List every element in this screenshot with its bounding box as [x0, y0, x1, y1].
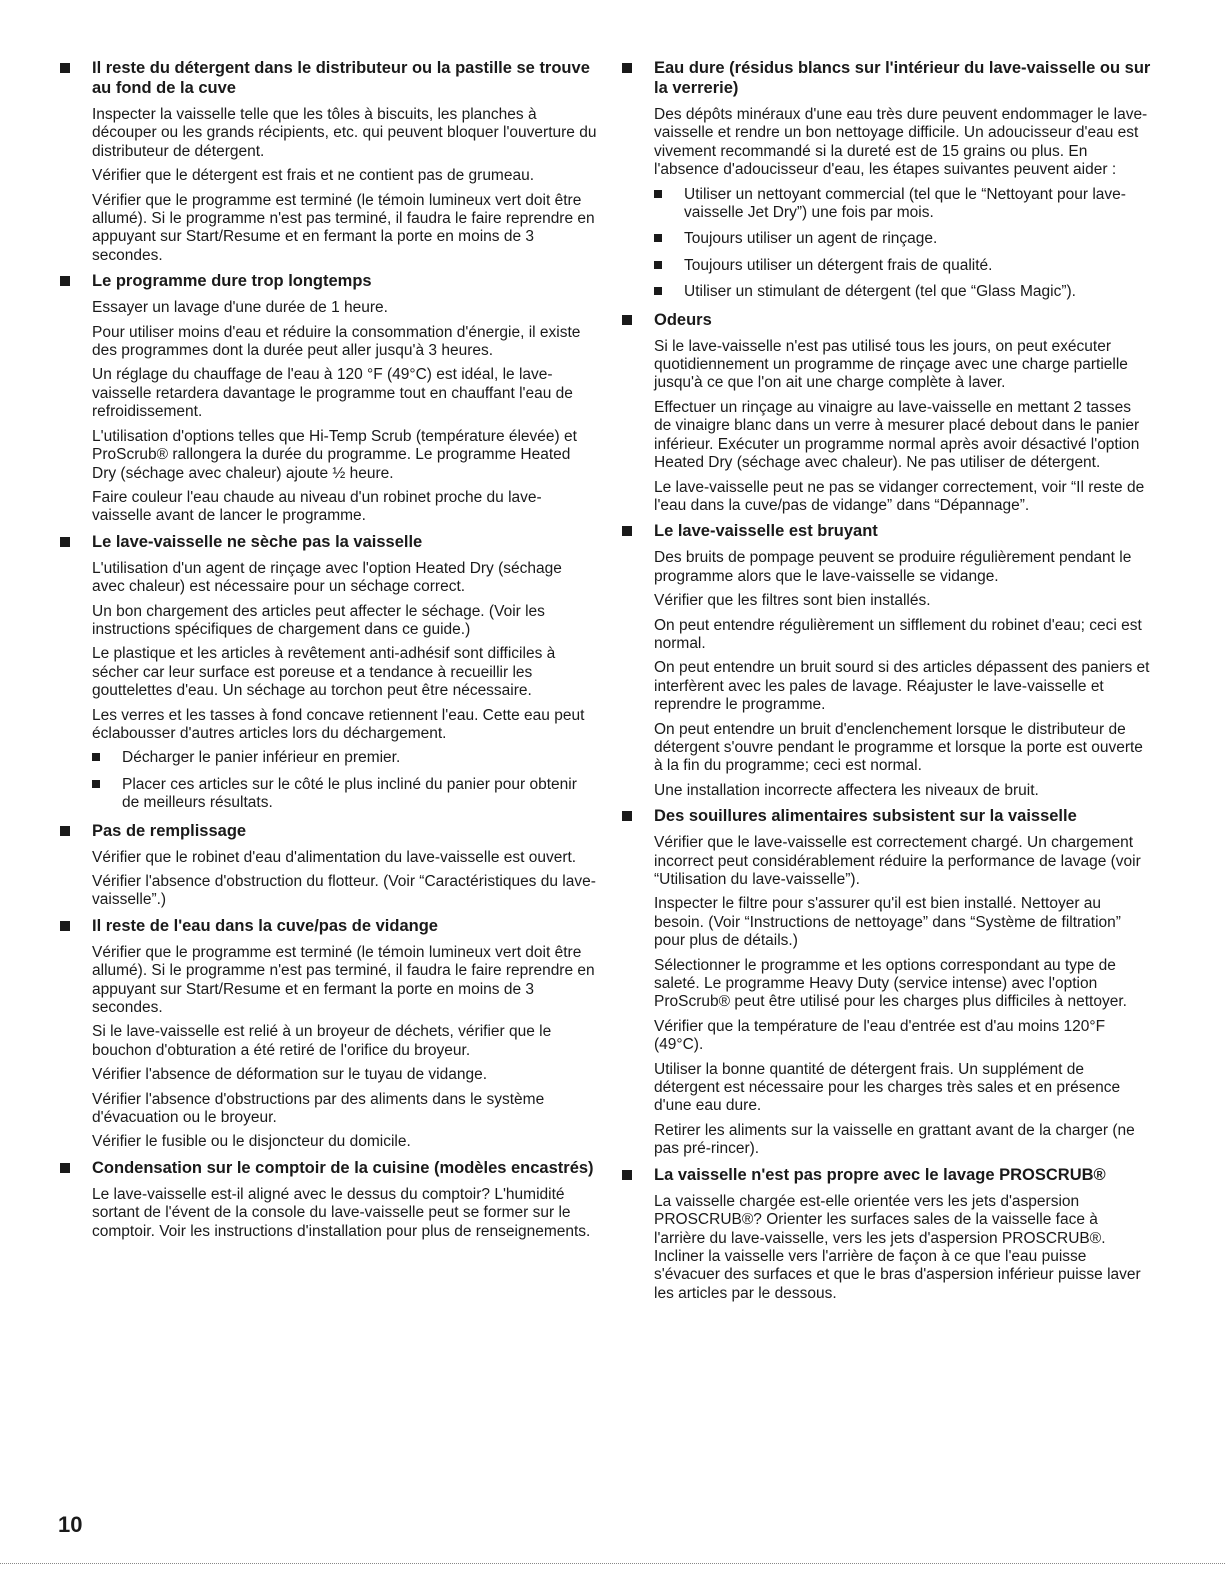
sub-bullet-list [92, 749, 598, 812]
section-heading: Condensation sur le comptoir de la cuisine (modèles encastrés) [92, 1158, 594, 1177]
sub-bullet-list [654, 186, 1152, 302]
section-paragraph: Vérifier que la température de l'eau d'entrée est d'au moins 120°F (49°C). [654, 1017, 1106, 1054]
square-bullet-icon [654, 261, 662, 269]
troubleshooting-section [620, 521, 1152, 800]
section-paragraph: Un réglage du chauffage de l'eau à 120 °F (49°C) est idéal, le lave-vaisselle retardera davantage le programme tout en chauffant l'eau de refroidissement. [92, 366, 573, 421]
section-paragraph: Retirer les aliments sur la vaisselle en grattant avant de la charger (ne pas pré-rincer). [654, 1121, 1135, 1158]
sub-bullet-item [654, 230, 1152, 248]
section-paragraph: Essayer un lavage d'une durée de 1 heure. [92, 299, 388, 317]
square-bullet-icon [654, 287, 662, 295]
section-paragraph: Vérifier l'absence d'obstruction du flotteur. (Voir “Caractéristiques du lave-vaisselle”.) [92, 873, 596, 909]
section-heading: Le lave-vaisselle est bruyant [654, 522, 878, 541]
troubleshooting-section [58, 532, 598, 813]
section-paragraph: Vérifier le fusible ou le disjoncteur du domicile. [92, 1133, 411, 1151]
page-number: 10 [58, 1512, 83, 1537]
sub-bullet-item [654, 186, 1152, 223]
square-bullet-icon [622, 315, 632, 325]
section-heading: Le lave-vaisselle ne sèche pas la vaisselle [92, 532, 423, 551]
section-paragraph: Utiliser la bonne quantité de détergent frais. Un supplément de détergent est nécessaire pour les charges très sales et en présence d'une eau dure. [654, 1060, 1121, 1115]
section-paragraph: Vérifier l'absence d'obstructions par des aliments dans le système d'évacuation ou le broyeur. [92, 1090, 545, 1127]
section-heading: La vaisselle n'est pas propre avec le lavage PROSCRUB® [654, 1165, 1106, 1184]
square-bullet-icon [92, 753, 100, 761]
section-paragraph: Pour utiliser moins d'eau et réduire la consommation d'énergie, il existe des programmes dont la durée peut aller jusqu'à 3 heures. [92, 323, 581, 360]
section-paragraph: Vérifier que le programme est terminé (le témoin lumineux vert doit être allumé). Si le programme n'est pas terminé, il faudra le faire reprendre en appuyant sur Start/Resume et en fermant la porte en moins de 3 secondes. [92, 191, 595, 264]
square-bullet-icon [92, 780, 100, 788]
section-paragraph: La vaisselle chargée est-elle orientée vers les jets d'aspersion PROSCRUB®? Orienter les surfaces sales de la vaisselle face à l'arrière du lave-vaisselle, vers les jets d'aspersion PROSCRUB®. Incliner la vaisselle vers l'arrière de façon à ce que l'eau puisse s'évacuer des surfaces et que le bras d'aspersion inférieur puisse laver les articles par le dessous. [654, 1192, 1141, 1302]
sub-bullet-item [654, 283, 1152, 301]
sub-bullet-item [92, 776, 598, 813]
section-paragraph: Vérifier que les filtres sont bien installés. [654, 592, 931, 610]
troubleshooting-section [620, 1165, 1152, 1303]
right-column [620, 58, 1152, 1309]
sub-bullet-text: Décharger le panier inférieur en premier. [122, 749, 401, 767]
sub-bullet-text: Utiliser un nettoyant commercial (tel que le “Nettoyant pour lave-vaisselle Jet Dry”) une fois par mois. [684, 185, 1126, 222]
left-column [58, 58, 598, 1247]
section-paragraph: L'utilisation d'options telles que Hi-Temp Scrub (température élevée) et ProScrub® rallongera la durée du programme. Le programme Heated Dry (séchage avec chaleur) ajoute ½ heure. [92, 427, 577, 482]
section-paragraph: Sélectionner le programme et les options correspondant au type de saleté. Le programme Heavy Duty (service intense) avec l'option ProScrub® peut être utilisé pour les charges plus difficiles à nettoyer. [654, 956, 1127, 1011]
sub-bullet-text: Utiliser un stimulant de détergent (tel que “Glass Magic”). [684, 283, 1076, 301]
square-bullet-icon [622, 63, 632, 73]
troubleshooting-section [620, 310, 1152, 516]
section-paragraph: Si le lave-vaisselle n'est pas utilisé tous les jours, on peut exécuter quotidiennement un programme de rinçage avec une charge partielle jusqu'à ce que l'on ait une charge complète à laver. [654, 337, 1128, 392]
troubleshooting-section [58, 821, 598, 910]
sub-bullet-text: Placer ces articles sur le côté le plus incliné du panier pour obtenir de meilleurs résultats. [122, 775, 577, 812]
section-paragraph: On peut entendre régulièrement un sifflement du robinet d'eau; ceci est normal. [654, 616, 1142, 652]
section-heading: Eau dure (résidus blancs sur l'intérieur du lave-vaisselle ou sur la verrerie) [654, 59, 1151, 97]
square-bullet-icon [654, 190, 662, 198]
sub-bullet-item [92, 749, 598, 767]
section-paragraph: Le lave-vaisselle peut ne pas se vidanger correctement, voir “Il reste de l'eau dans la cuve/pas de vidange” dans “Dépannage”. [654, 478, 1145, 514]
square-bullet-icon [60, 276, 70, 286]
section-paragraph: Vérifier que le robinet d'eau d'alimentation du lave-vaisselle est ouvert. [92, 848, 577, 866]
troubleshooting-section [58, 271, 598, 525]
section-paragraph: L'utilisation d'un agent de rinçage avec l'option Heated Dry (séchage avec chaleur) est nécessaire pour un séchage correct. [92, 559, 562, 596]
section-heading: Il reste de l'eau dans la cuve/pas de vidange [92, 916, 438, 935]
troubleshooting-section [58, 1158, 598, 1241]
sub-bullet-text: Toujours utiliser un détergent frais de qualité. [684, 256, 993, 274]
sub-bullet-item [654, 257, 1152, 275]
section-paragraph: Effectuer un rinçage au vinaigre au lave-vaisselle en mettant 2 tasses de vinaigre blanc dans un verre à mesurer placé debout dans le panier inférieur. Exécuter un programme normal après avoir désactivé l'option Heated Dry (séchage avec chaleur). Ne pas utiliser de détergent. [654, 398, 1140, 472]
section-paragraph: Des dépôts minéraux d'une eau très dure peuvent endommager le lave-vaisselle et rendre un bon nettoyage difficile. Un adoucisseur d'eau est vivement recommandé si la dureté est de 15 grains ou plus. En l'absence d'adoucisseur d'eau, les étapes suivantes peuvent aider : [654, 106, 1148, 179]
section-heading: Odeurs [654, 310, 712, 329]
square-bullet-icon [60, 826, 70, 836]
section-paragraph: Le plastique et les articles à revêtement anti-adhésif sont difficiles à sécher car leur surface est poreuse et a tendance à recueillir les gouttelettes d'eau. Un séchage au torchon peut être nécessaire. [92, 645, 556, 700]
section-paragraph: Un bon chargement des articles peut affecter le séchage. (Voir les instructions spécifiques de chargement dans ce guide.) [92, 602, 545, 638]
square-bullet-icon [622, 811, 632, 821]
square-bullet-icon [60, 63, 70, 73]
section-paragraph: Faire couleur l'eau chaude au niveau d'un robinet proche du lave-vaisselle avant de lancer le programme. [92, 488, 542, 525]
square-bullet-icon [622, 526, 632, 536]
section-paragraph: Une installation incorrecte affectera les niveaux de bruit. [654, 781, 1039, 799]
section-paragraph: Inspecter la vaisselle telle que les tôles à biscuits, les planches à découper ou les grands récipients, etc. qui peuvent bloquer l'ouverture du distributeur de détergent. [92, 106, 597, 160]
section-paragraph: On peut entendre un bruit d'enclenchement lorsque le distributeur de détergent s'ouvre pendant le programme et lorsque la porte est ouverte à la fin du programme; ceci est normal. [654, 720, 1143, 775]
section-paragraph: Vérifier que le programme est terminé (le témoin lumineux vert doit être allumé). Si le programme n'est pas terminé, il faudra le faire reprendre en appuyant sur Start/Resume et en fermant la porte en moins de 3 secondes. [92, 943, 595, 1017]
section-paragraph: Des bruits de pompage peuvent se produire régulièrement pendant le programme alors que le lave-vaisselle se vidange. [654, 549, 1132, 585]
sub-bullet-text: Toujours utiliser un agent de rinçage. [684, 230, 938, 248]
square-bullet-icon [60, 921, 70, 931]
section-paragraph: Vérifier que le détergent est frais et ne contient pas de grumeau. [92, 167, 535, 185]
troubleshooting-section [58, 916, 598, 1152]
section-paragraph: Vérifier que le lave-vaisselle est correctement chargé. Un chargement incorrect peut considérablement réduire la performance de lavage (voir “Utilisation du lave-vaisselle”). [654, 834, 1141, 888]
bottom-rule [0, 1563, 1225, 1564]
section-heading: Le programme dure trop longtemps [92, 272, 372, 291]
section-paragraph: On peut entendre un bruit sourd si des articles dépassent des paniers et interfèrent avec les pales de lavage. Réajuster le lave-vaisselle et reprendre le programme. [654, 659, 1150, 714]
troubleshooting-section [58, 58, 598, 265]
section-paragraph: Si le lave-vaisselle est relié à un broyeur de déchets, vérifier que le bouchon d'obturation a été retiré de l'orifice du broyeur. [92, 1023, 552, 1059]
square-bullet-icon [654, 234, 662, 242]
section-heading: Il reste du détergent dans le distributeur ou la pastille se trouve au fond de la cuve [92, 59, 590, 97]
troubleshooting-section [620, 58, 1152, 302]
section-paragraph: Vérifier l'absence de déformation sur le tuyau de vidange. [92, 1066, 488, 1084]
section-heading: Des souillures alimentaires subsistent sur la vaisselle [654, 807, 1077, 826]
section-paragraph: Inspecter le filtre pour s'assurer qu'il est bien installé. Nettoyer au besoin. (Voir “Instructions de nettoyage” dans “Système de filtration” pour plus de détails.) [654, 895, 1121, 950]
square-bullet-icon [60, 1163, 70, 1173]
section-paragraph: Les verres et les tasses à fond concave retiennent l'eau. Cette eau peut éclabousser d'autres articles lors du déchargement. [92, 706, 585, 742]
section-paragraph: Le lave-vaisselle est-il aligné avec le dessus du comptoir? L'humidité sortant de l'évent de la console du lave-vaisselle peut se former sur le comptoir. Voir les instructions d'installation pour plus de renseignements. [92, 1185, 591, 1240]
square-bullet-icon [622, 1170, 632, 1180]
square-bullet-icon [60, 537, 70, 547]
troubleshooting-section [620, 806, 1152, 1159]
section-heading: Pas de remplissage [92, 821, 247, 840]
